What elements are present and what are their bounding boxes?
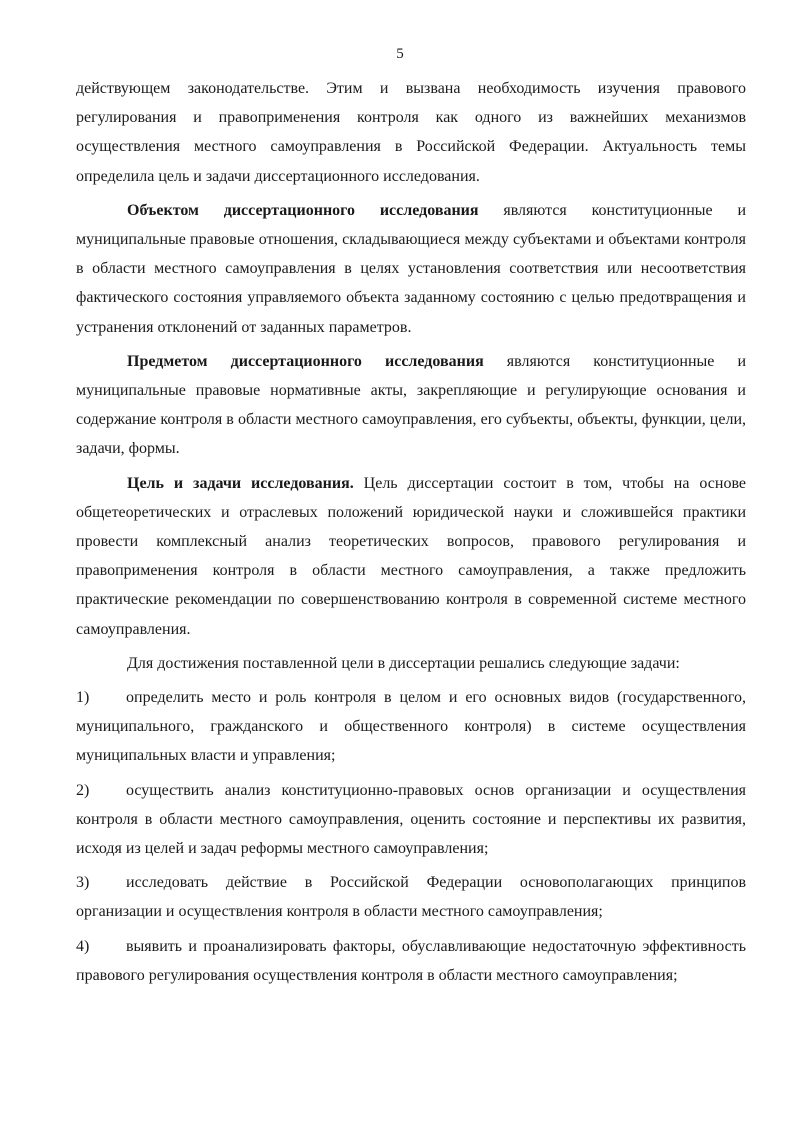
task-number: 2) (76, 781, 90, 799)
subject-text: являются конституционные и муниципальные правовые нормативные акты, закрепляющие и регулирующие основания и содержание контроля в области местного самоуправления, его субъекты, объекты, функции, цели, задачи, формы. (76, 352, 747, 458)
paragraph-tasks-intro: Для достижения поставленной цели в диссертации решались следующие задачи: (127, 654, 680, 672)
page-number: 5 (396, 46, 404, 62)
paragraph-object (76, 196, 746, 342)
task-text: исследовать действие в Российской Федерации основополагающих принципов организации и осуществления контроля в области местного самоуправления; (76, 874, 746, 921)
object-text: являются конституционные и муниципальные правовые отношения, складывающиеся между субъектами и объектами контроля в области местного самоуправления в целях установления соответствия или несоответствия фактического состояния управляемого объекта заданному состоянию с целью предотвращения и устранения отклонений от заданных параметров. (76, 201, 746, 336)
paragraph-continuation: действующем законодательстве. Этим и вызвана необходимость изучения правового регулирования и правоприменения контроля как одного из важнейших механизмов осуществления местного самоуправления в Российской Федерации. Актуальность темы определила цель и задачи диссертационного исследования. (76, 80, 746, 185)
task-text: определить место и роль контроля в целом и его основных видов (государственного, муниципального, гражданского и общественного контроля) в системе осуществления муниципальных власти и управления; (76, 689, 746, 765)
task-number: 4) (76, 937, 90, 955)
object-heading: Объектом диссертационного исследования (127, 201, 479, 219)
task-text: осуществить анализ конституционно-правовых основ организации и осуществления контроля в области местного самоуправления, оценить состояние и перспективы их развития, исходя из целей и задач реформы местного самоуправления; (76, 781, 746, 858)
task-item-3 (76, 868, 746, 926)
page-body (76, 74, 746, 990)
task-number: 1) (76, 689, 90, 707)
task-number: 3) (76, 874, 90, 892)
task-text: выявить и проанализировать факторы, обуславливающие недостаточную эффективность правового регулирования осуществления контроля в области местного самоуправления; (76, 937, 746, 984)
paragraph-subject (76, 347, 746, 464)
task-item-4 (76, 932, 746, 990)
goal-text: Цель диссертации состоит в том, чтобы на основе общетеоретических и отраслевых положений юридической науки и сложившейся практики провести комплексный анализ теоретических вопросов, правового регулирования и правоприменения контроля в области местного самоуправления, а также предложить практические рекомендации по совершенствованию контроля в современной системе местного самоуправления. (76, 474, 747, 638)
task-item-1 (76, 683, 746, 771)
goal-heading: Цель и задачи исследования. (127, 474, 354, 492)
subject-heading: Предметом диссертационного исследования (127, 352, 484, 370)
paragraph-goal (76, 469, 746, 644)
task-item-2 (76, 776, 746, 864)
